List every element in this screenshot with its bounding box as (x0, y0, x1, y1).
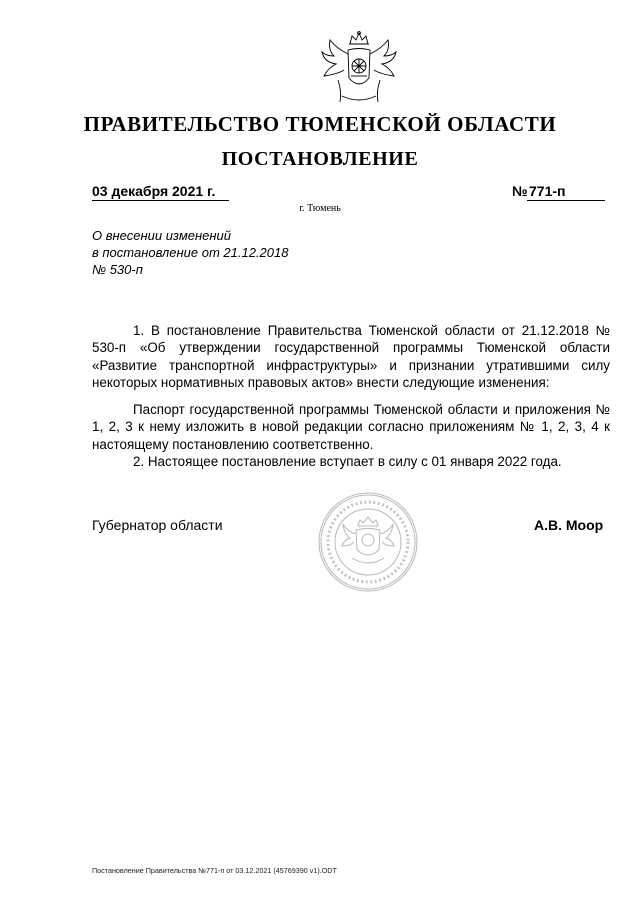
document-date: 03 декабря 2021 г. (92, 183, 229, 201)
subject-line: О внесении изменений (92, 228, 231, 243)
official-seal-stamp-icon (316, 490, 420, 594)
organization-title: ПРАВИТЕЛЬСТВО ТЮМЕНСКОЙ ОБЛАСТИ (83, 112, 557, 136)
signatory-name: А.В. Моор (534, 517, 604, 533)
document-subject (92, 227, 288, 278)
document-number: 771-п (527, 183, 605, 201)
body-paragraph: 1. В постановление Правительства Тюменской области от 21.12.2018 № 530-п «Об утверждении государственной программы Тюменской области «Развитие транспортной инфраструктуры» и признании утратившими силу некоторых нормативных правовых актов» внести следующие изменения: (92, 323, 610, 391)
body-paragraph: 2. Настоящее постановление вступает в силу с 01 января 2022 года. (133, 454, 562, 469)
subject-line: № 530-п (92, 262, 143, 277)
body-paragraph: Паспорт государственной программы Тюменской области и приложения № 1, 2, 3 к нему изложить в новой редакции согласно приложениям № 1, 2, 3, 4 к настоящему постановлению соответственно. (92, 402, 610, 452)
document-type: ПОСТАНОВЛЕНИЕ (221, 148, 419, 170)
subject-line: в постановление от 21.12.2018 (92, 245, 289, 260)
document-footer: Постановление Правительства №771-п от 03.12.2021 (45769390 v1).ODT (92, 866, 337, 875)
signatory-title: Губернатор области (92, 517, 223, 533)
number-label: № (512, 183, 528, 199)
city-label: г. Тюмень (299, 203, 341, 214)
tyumen-region-coat-of-arms-icon (314, 30, 404, 106)
